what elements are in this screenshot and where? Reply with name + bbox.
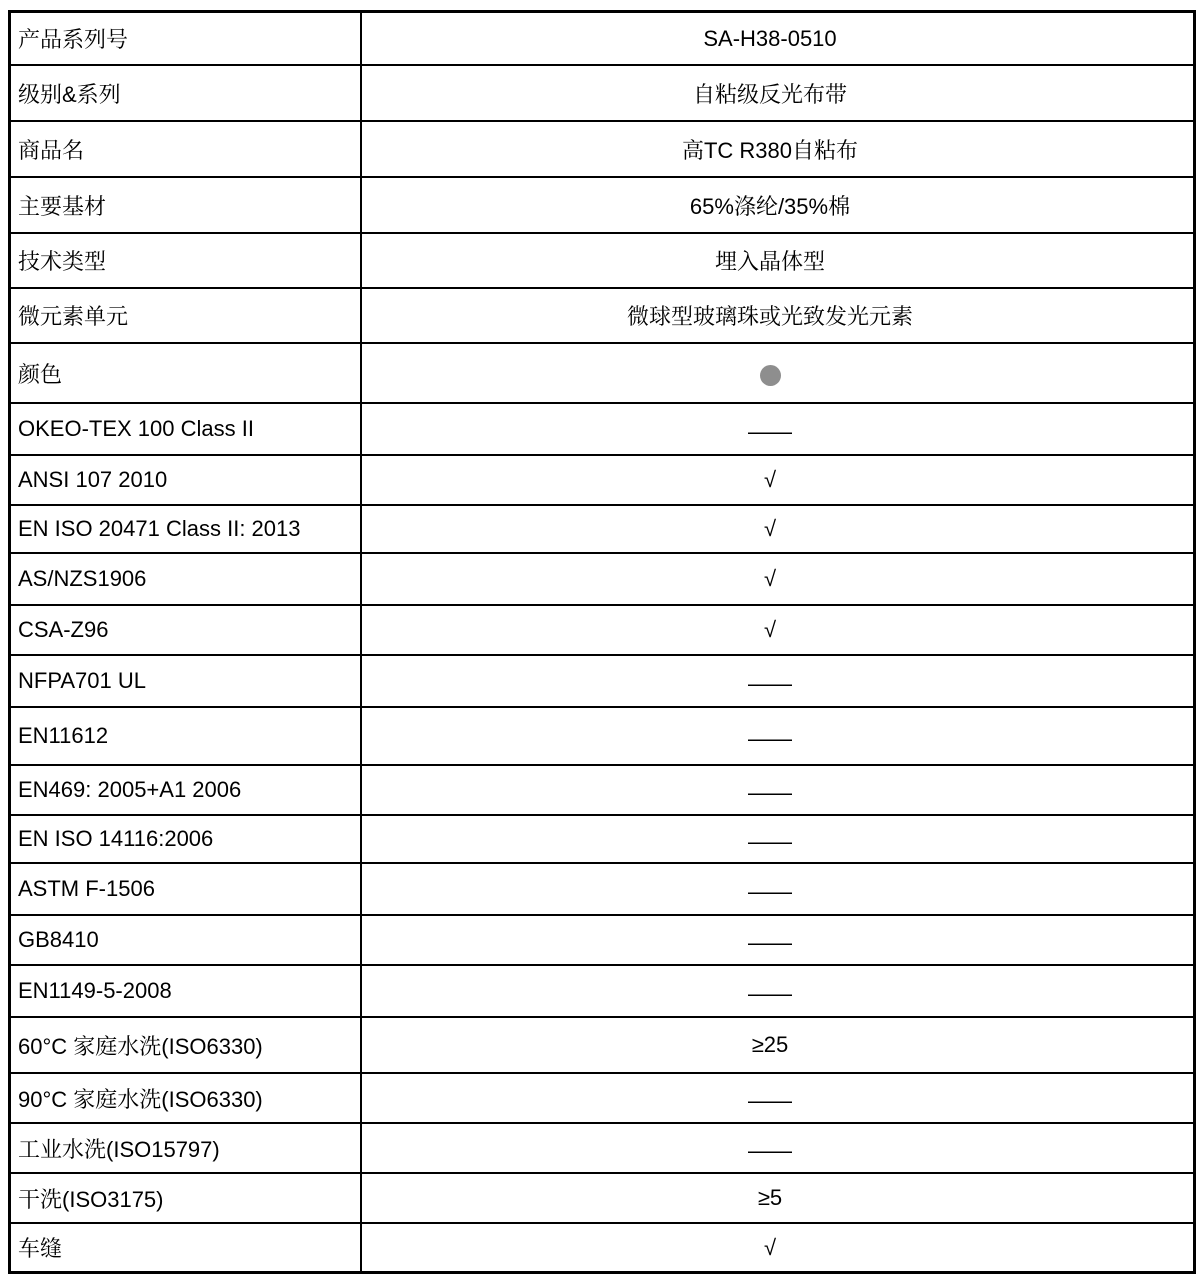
label-cell xyxy=(11,178,362,232)
row-micro-element xyxy=(11,289,1193,344)
spec-value: 埋入晶体型 xyxy=(714,249,825,274)
label-cell xyxy=(11,344,362,402)
row-wash-90c xyxy=(11,1074,1193,1124)
spec-value: 微球型玻璃珠或光致发光元素 xyxy=(626,304,913,329)
spec-label: EN1149-5-2008 xyxy=(18,978,172,1003)
row-grade-series xyxy=(11,66,1193,122)
spec-value: √ xyxy=(763,566,777,591)
spec-label: GB8410 xyxy=(18,927,99,952)
label-cell xyxy=(11,864,362,914)
label-cell xyxy=(11,66,362,120)
spec-label: 工业水洗(ISO15797) xyxy=(18,1136,220,1162)
row-sewing xyxy=(11,1224,1193,1271)
value-cell xyxy=(362,916,1193,964)
spec-value: ≥25 xyxy=(751,1032,789,1057)
spec-label: 颜色 xyxy=(18,361,63,387)
row-product-name xyxy=(11,122,1193,178)
row-csa-z96 xyxy=(11,606,1193,656)
spec-value: —— xyxy=(748,419,792,444)
spec-label: 90°C 家庭水洗(ISO6330) xyxy=(18,1086,263,1112)
spec-value: —— xyxy=(748,671,792,696)
spec-table xyxy=(8,10,1196,1274)
spec-label: 产品系列号 xyxy=(18,27,129,52)
spec-value: √ xyxy=(763,617,777,642)
row-base-material xyxy=(11,178,1193,234)
label-cell xyxy=(11,234,362,287)
value-cell xyxy=(362,816,1193,862)
value-cell xyxy=(362,178,1193,232)
value-cell xyxy=(362,1074,1193,1122)
label-cell xyxy=(11,456,362,504)
row-wash-60c xyxy=(11,1018,1193,1074)
row-gb8410 xyxy=(11,916,1193,966)
row-en1149-5 xyxy=(11,966,1193,1018)
value-cell xyxy=(362,1124,1193,1172)
label-cell xyxy=(11,816,362,862)
color-swatch xyxy=(760,365,781,386)
spec-label: AS/NZS1906 xyxy=(18,566,147,591)
value-cell xyxy=(362,766,1193,814)
label-cell xyxy=(11,289,362,342)
value-cell xyxy=(362,1224,1193,1271)
value-cell xyxy=(362,708,1193,764)
label-cell xyxy=(11,13,362,64)
spec-label: 商品名 xyxy=(18,137,85,163)
row-dry-clean xyxy=(11,1174,1193,1224)
spec-label: CSA-Z96 xyxy=(18,617,109,642)
spec-label: EN469: 2005+A1 2006 xyxy=(18,777,242,802)
spec-label: 级别&系列 xyxy=(18,81,121,107)
value-cell xyxy=(362,1018,1193,1072)
label-cell xyxy=(11,1124,362,1172)
row-product-series xyxy=(11,13,1193,66)
spec-label: OKEO-TEX 100 Class II xyxy=(18,416,254,441)
row-color xyxy=(11,344,1193,404)
spec-value: √ xyxy=(763,467,777,492)
spec-value: —— xyxy=(748,981,792,1006)
label-cell xyxy=(11,766,362,814)
row-as-nzs-1906 xyxy=(11,554,1193,606)
row-en-iso-14116 xyxy=(11,816,1193,864)
row-en469 xyxy=(11,766,1193,816)
spec-label: EN11612 xyxy=(18,723,109,748)
label-cell xyxy=(11,606,362,654)
label-cell xyxy=(11,506,362,552)
label-cell xyxy=(11,1174,362,1222)
label-cell xyxy=(11,554,362,604)
value-cell xyxy=(362,456,1193,504)
value-cell xyxy=(362,122,1193,176)
spec-label: 主要基材 xyxy=(18,193,107,219)
label-cell xyxy=(11,1224,362,1271)
label-cell xyxy=(11,1074,362,1122)
label-cell xyxy=(11,966,362,1016)
value-cell xyxy=(362,1174,1193,1222)
value-cell xyxy=(362,234,1193,287)
label-cell xyxy=(11,122,362,176)
spec-value: —— xyxy=(748,930,792,955)
spec-label: NFPA701 UL xyxy=(18,668,146,693)
spec-label: 60°C 家庭水洗(ISO6330) xyxy=(18,1033,263,1059)
label-cell xyxy=(11,916,362,964)
value-cell xyxy=(362,864,1193,914)
value-cell xyxy=(362,66,1193,120)
value-cell xyxy=(362,554,1193,604)
spec-label: EN ISO 14116:2006 xyxy=(18,826,214,851)
spec-label: 干洗(ISO3175) xyxy=(18,1186,164,1212)
spec-value: —— xyxy=(748,829,792,854)
spec-label: 车缝 xyxy=(18,1236,63,1261)
label-cell xyxy=(11,656,362,706)
value-cell xyxy=(362,13,1193,64)
row-ansi-107 xyxy=(11,456,1193,506)
value-cell xyxy=(362,606,1193,654)
spec-value: 65%涤纶/35%棉 xyxy=(689,193,851,219)
row-astm-f1506 xyxy=(11,864,1193,916)
spec-value: ≥5 xyxy=(757,1185,783,1210)
row-okeo-tex-100 xyxy=(11,404,1193,456)
spec-value: 高TC R380自粘布 xyxy=(681,137,859,163)
spec-label: ASTM F-1506 xyxy=(18,876,155,901)
label-cell xyxy=(11,708,362,764)
value-cell xyxy=(362,404,1193,454)
value-cell xyxy=(362,506,1193,552)
spec-value: √ xyxy=(763,1234,777,1260)
spec-label: 技术类型 xyxy=(18,249,107,274)
row-nfpa701-ul xyxy=(11,656,1193,708)
spec-value: √ xyxy=(763,516,777,541)
row-technology-type xyxy=(11,234,1193,289)
label-cell xyxy=(11,1018,362,1072)
label-cell xyxy=(11,404,362,454)
spec-value: —— xyxy=(748,726,792,751)
spec-value: —— xyxy=(748,879,792,904)
row-industrial-wash xyxy=(11,1124,1193,1174)
row-en-iso-20471 xyxy=(11,506,1193,554)
spec-value: —— xyxy=(748,780,792,805)
spec-value: 自粘级反光布带 xyxy=(692,81,847,107)
row-en11612 xyxy=(11,708,1193,766)
spec-label: ANSI 107 2010 xyxy=(18,467,168,492)
value-cell xyxy=(362,289,1193,342)
value-cell xyxy=(362,656,1193,706)
value-cell xyxy=(362,344,1193,402)
spec-value: —— xyxy=(748,1088,792,1113)
value-cell xyxy=(362,966,1193,1016)
spec-value: —— xyxy=(748,1138,792,1163)
spec-value: SA-H38-0510 xyxy=(703,25,837,51)
spec-label: EN ISO 20471 Class II: 2013 xyxy=(18,516,301,541)
spec-label: 微元素单元 xyxy=(18,304,129,329)
